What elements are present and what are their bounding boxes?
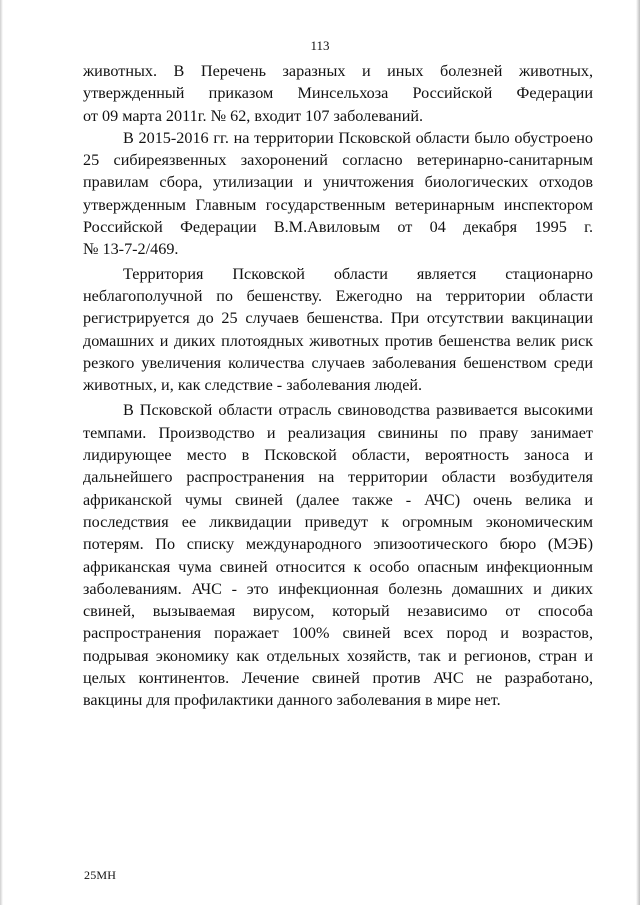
scan-edge-left <box>0 0 3 905</box>
text-line: животных. В Перечень заразных и иных болезней животных, <box>83 62 593 80</box>
text-line: от 09 марта 2011г. № 62, входит 107 заболеваний. <box>83 106 424 125</box>
text-line: регистрируется до 25 случаев бешенства. При отсутствии вакцинации <box>83 309 593 328</box>
text-line: свиней, вызываемая вирусом, который независимо от способа <box>83 602 593 621</box>
text-line: Территория Псковской области является стационарно <box>123 264 593 283</box>
text-line: заболеваниям. АЧС - это инфекционная болезнь домашних и диких <box>83 579 593 598</box>
text-line: потерям. По списку международного эпизоотического бюро (МЭБ) <box>83 535 593 554</box>
text-line: В Псковской области отрасль свиноводства развивается высокими <box>123 401 593 420</box>
paragraph-intro-continuation <box>83 60 593 127</box>
text-line: № 13-7-2/469. <box>83 240 179 259</box>
text-line: утвержденным Главным государственным ветеринарным инспектором <box>83 195 593 214</box>
text-line: лидирующее место в Псковской области, вероятность заноса и <box>83 446 593 465</box>
document-body <box>83 60 593 712</box>
text-line: неблагополучной по бешенству. Ежегодно на территории области <box>83 286 593 305</box>
text-line: темпами. Производство и реализация свинины по праву занимает <box>83 423 593 442</box>
text-line: В 2015-2016 гг. на территории Псковской области было обустроено <box>123 128 593 147</box>
text-line: Российской Федерации В.М.Авиловым от 04 декабря 1995 г. <box>83 218 593 237</box>
text-line: вакцины для профилактики данного заболевания в мире нет. <box>83 691 501 710</box>
text-line: правилам сбора, утилизации и уничтожения биологических отходов <box>83 173 593 192</box>
text-line: распространения поражает 100% свиней всех пород и возрастов, <box>83 624 593 643</box>
text-line: резкого увеличения количества случаев заболевания бешенством среди <box>83 353 593 372</box>
text-line: утвержденный приказом Минсельхоза Российской Федерации <box>83 84 593 103</box>
text-line: целых континентов. Лечение свиней против АЧС не разработано, <box>83 669 593 688</box>
text-line: последствия ее ликвидации приведут к огромным экономическим <box>83 512 593 531</box>
text-line: животных, и, как следствие - заболевания людей. <box>83 376 423 395</box>
paragraph-anthrax-burials <box>83 127 593 261</box>
paragraph-african-swine-fever <box>83 399 593 711</box>
footer-document-code: 25МН <box>84 868 117 882</box>
text-line: подрывая экономику как отдельных хозяйств, так и регионов, стран и <box>83 646 593 665</box>
scan-edge-right <box>636 0 640 905</box>
text-line: домашних и диких плотоядных животных против бешенства велик риск <box>83 331 593 350</box>
text-line: дальнейшего распространения на территории области возбудителя <box>83 468 593 487</box>
text-line: африканская чума свиней относится к особо опасным инфекционным <box>83 557 593 576</box>
paragraph-rabies <box>83 263 593 397</box>
text-line: африканской чумы свиней (далее также - АЧС) очень велика и <box>83 490 593 509</box>
text-line: 25 сибиреязвенных захоронений согласно ветеринарно-санитарным <box>83 151 593 170</box>
page-number: 113 <box>310 38 330 53</box>
